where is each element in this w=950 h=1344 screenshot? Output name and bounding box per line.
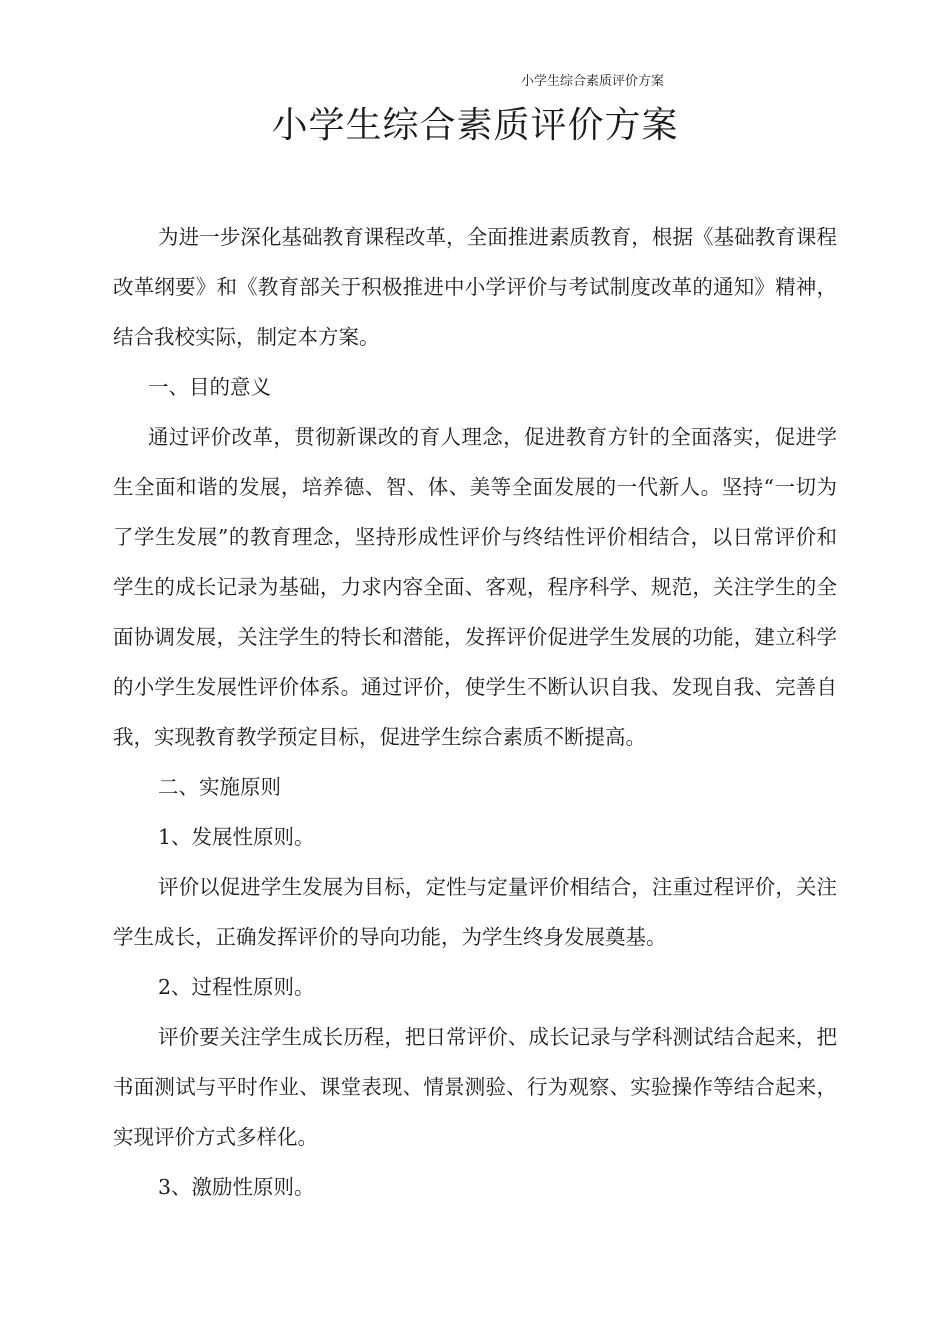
running-header: 小学生综合素质评价方案	[521, 74, 665, 89]
purpose-paragraph: 通过评价改革，贯彻新课改的育人理念，促进教育方针的全面落实，促进学生全面和谐的发展，培养德、智、体、美等全面发展的一代新人。坚持“一切为了学生发展”的教育理念，坚持形成性评价与终结性评价相结合，以日常评价和学生的成长记录为基础，力求内容全面、客观，程序科学、规范，关注学生的全面协调发展，关注学生的特长和潜能，发挥评价促进学生发展的功能，建立科学的小学生发展性评价体系。通过评价，使学生不断认识自我、发现自我、完善自我，实现教育教学预定目标，促进学生综合素质不断提高。	[113, 425, 837, 749]
principle-heading-development: 1、发展性原则。	[158, 825, 315, 849]
section-heading-principles: 二、实施原则	[158, 775, 281, 799]
intro-paragraph: 为进一步深化基础教育课程改革，全面推进素质教育，根据《基础教育课程改革纲要》和《教育部关于积极推进中小学评价与考试制度改革的通知》精神，结合我校实际，制定本方案。	[113, 225, 837, 349]
document-body	[113, 212, 837, 1212]
document-title: 小学生综合素质评价方案	[271, 105, 679, 146]
principle-paragraph-process: 评价要关注学生成长历程，把日常评价、成长记录与学科测试结合起来，把书面测试与平时作业、课堂表现、情景测验、行为观察、实验操作等结合起来，实现评价方式多样化。	[113, 1025, 837, 1149]
principle-heading-process: 2、过程性原则。	[158, 975, 315, 999]
principle-heading-incentive: 3、激励性原则。	[158, 1175, 315, 1199]
principle-paragraph-development: 评价以促进学生发展为目标，定性与定量评价相结合，注重过程评价，关注学生成长，正确发挥评价的导向功能，为学生终身发展奠基。	[113, 875, 837, 949]
section-heading-purpose: 一、目的意义	[148, 375, 271, 399]
